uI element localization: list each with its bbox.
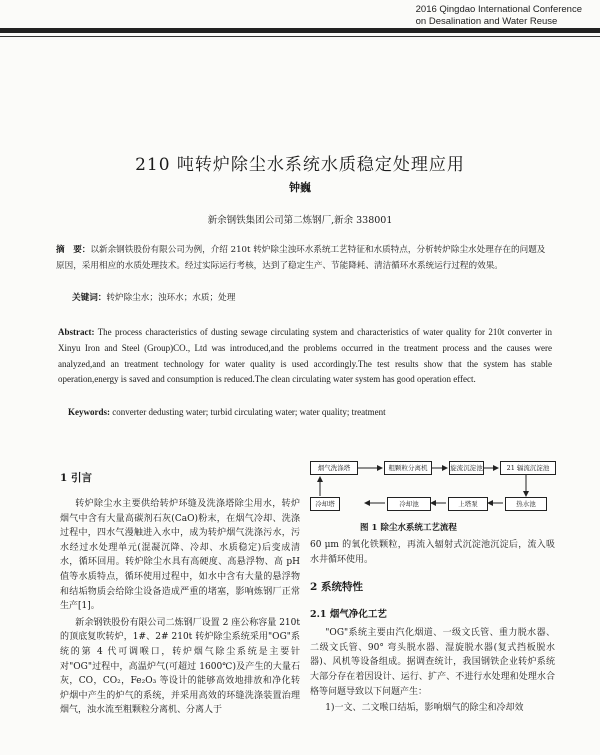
english-abstract-label: Abstract:	[58, 327, 95, 337]
box-cooling-tower: 冷却塔	[310, 497, 340, 511]
box-cooling-pool: 冷却池	[387, 497, 431, 511]
english-abstract-text: The process characteristics of dusting sewage circulating system and characteristics of water quality for 210t converter in Xinyu Iron and Steel (Group)CO., Ltd was introduced,and the problems occurred in the treatment process and the causes were analyzed,and an treatment technology for water quality is used accordingly.The test results show that the system has stable operation,energy is saved and consumption is reduced.The clean circulating water system has good operation effect.	[58, 327, 552, 385]
figure-caption: 图 1 除尘水系统工艺流程	[360, 523, 457, 533]
right-paragraph-continuation: 60 μm 的氧化铁颗粒，再流入辐射式沉淀池沉淀后，流入吸水井循环使用。	[310, 540, 555, 565]
chinese-abstract-text: 以新余钢铁股份有限公司为例，介绍 210t 转炉除尘浊环水系统工艺特征和水质特点，分析转炉除尘水处理存在的问题及原因，采用相应的水质处理技术。经过实际运行考核，达到了稳定生产、节能降耗、清洁循环水系统运行过程的效果。	[56, 245, 546, 271]
box-radial-tank: 21 辐流沉淀池	[500, 461, 556, 475]
english-abstract	[58, 325, 552, 388]
chinese-keywords-text: 转炉除尘水；浊环水；水质；处理	[106, 293, 236, 303]
section2-paragraph1: "OG"系统主要由汽化烟道、一级文氏管、重力脱水器、二级文氏管、90° 弯头脱水器、湿旋脱水器(复式挡板脱水器)、风机等设备组成。据调查统计，我国钢铁企业转炉系统大部分存在着因设计、运行、扩产、不进行水处理和处理水合格等问题导致以下问题产生：	[310, 628, 555, 697]
left-column	[60, 470, 300, 720]
box-tower-pump: 上塔泵	[448, 497, 488, 511]
conference-name-line1: 2016 Qingdao International Conference	[415, 4, 582, 15]
section1-paragraph1: 转炉除尘水主要供给转炉环缝及洗涤塔除尘用水，转炉烟气中含有大量高碳剂石灰(CaO)粉末，在烟气冷却、洗涤过程中，四水气漫触进入水中，成为转炉烟气洗涤污水，污水经过水处理单元(混凝沉降、冷却、水质稳定)后变成清水，循环回用。转炉除尘水具有高硬度、高悬浮物、高 pH 值等水质特点，循环使用过程中，如水中含有大量的悬浮物和结垢物质会给除尘设备造成严重的堵塞，影响炼钢厂正常生产[1]。	[60, 499, 300, 612]
section1-heading: 1 引言	[60, 472, 92, 484]
box-coarse-separator: 粗颗粒分离机	[384, 461, 432, 475]
chinese-keywords-label: 关键词：	[72, 293, 107, 303]
box-cyclone-tank: 旋流沉淀池	[449, 461, 484, 475]
right-column	[310, 538, 555, 718]
conference-header	[416, 4, 582, 28]
chinese-abstract	[56, 242, 546, 274]
section2-heading: 2 系统特性	[310, 581, 363, 594]
chinese-abstract-label: 摘 要：	[56, 245, 91, 255]
conference-name-line2: on Desalination and Water Reuse	[415, 16, 558, 27]
author-affiliation: 新余钢铁集团公司第二炼钢厂,新余 338001	[207, 215, 393, 226]
author-name: 钟巍	[289, 181, 311, 194]
process-flow-diagram	[308, 455, 558, 517]
header-rule-thin	[0, 36, 600, 37]
english-keywords-text: converter dedusting water; turbid circulating water; water quality; treatment	[112, 407, 386, 417]
box-gas-scrubber: 烟气洗涤塔	[310, 461, 358, 475]
paper-title: 210 吨转炉除尘水系统水质稳定处理应用	[135, 155, 465, 175]
box-hot-water-pool: 热水池	[505, 497, 547, 511]
section2-paragraph2: 1)一文、二文喉口结垢，影响烟气的除尘和冷却效	[325, 703, 524, 714]
section1-paragraph2: 新余钢铁股份有限公司二炼钢厂设置 2 座公称容量 210t 的顶底复吹转炉，1#、2# 210t 转炉除尘系统采用"OG"系统的第 4 代可调喉口，转炉烟气除尘系统是主要针对"OG"过程中，高温炉气(可超过 1600℃)及产生的大量石灰，CO，CO₂，Fe₂O₃ 等设计的能够高效地排放和净化转炉烟中产生的炉气的系统，并采用高效的环缝洗涤装置治理烟气，浊水流至粗颗粒分离机、分离人于	[60, 617, 300, 716]
header-rule-thick	[0, 28, 600, 33]
section2-1-heading: 2.1 烟气净化工艺	[310, 609, 387, 621]
english-keywords-label: Keywords:	[68, 407, 110, 417]
chinese-keywords	[72, 291, 542, 303]
english-keywords	[68, 407, 548, 417]
